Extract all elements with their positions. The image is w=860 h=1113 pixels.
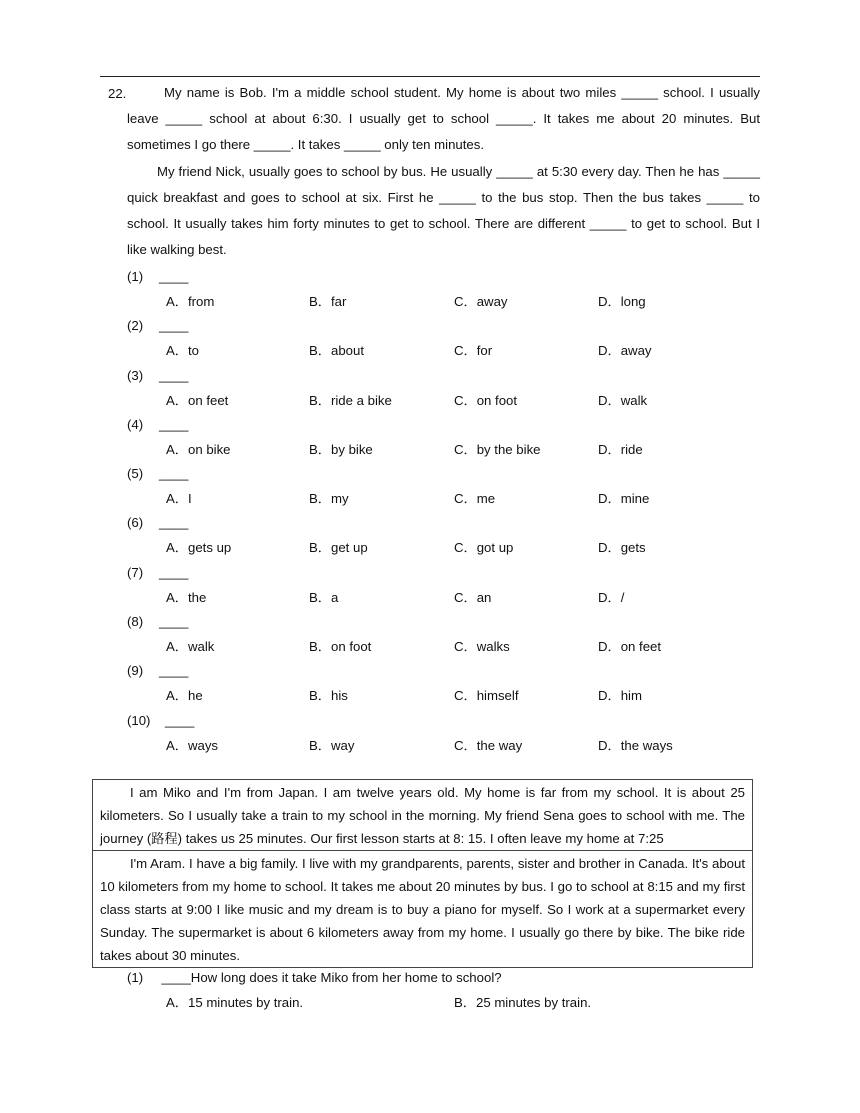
question-num: (7) xyxy=(127,564,144,580)
option-b[interactable]: B．on foot xyxy=(309,639,372,655)
option-b[interactable]: B．far xyxy=(309,294,347,309)
question-num: (3) xyxy=(127,367,144,383)
answer-blank[interactable]: ____ xyxy=(159,416,189,432)
option-c[interactable]: C．himself xyxy=(454,688,519,704)
question-item xyxy=(127,611,767,660)
question-item xyxy=(127,562,767,611)
option-b[interactable]: B．by bike xyxy=(309,441,373,457)
answer-blank[interactable]: ____ xyxy=(159,466,189,482)
option-a[interactable]: A．the xyxy=(166,589,207,605)
reading-option-a[interactable]: A．15 minutes by train. xyxy=(166,995,304,1010)
answer-blank[interactable]: ____ xyxy=(159,367,189,383)
reading-question-num: (1) xyxy=(127,970,144,985)
passage-paragraph-2: My friend Nick, usually goes to school by bus. He usually _____ at 5:30 every day. Then he has _____ quick breakfast and goes to school at six. First he _____ to the bus stop. Then the bus takes _____ to school. It usually takes him forty minutes to get to school. There are different _____ to get to school. But I like walking best. xyxy=(127,163,760,258)
option-d[interactable]: D．walk xyxy=(598,392,648,408)
passage-miko-cell xyxy=(93,780,753,851)
cloze-questions xyxy=(127,266,767,759)
question-item xyxy=(127,463,767,512)
option-c[interactable]: C．got up xyxy=(454,540,514,556)
option-a[interactable]: A．he xyxy=(166,688,203,704)
option-b[interactable]: B．get up xyxy=(309,540,368,556)
question-num: (2) xyxy=(127,318,144,334)
option-b[interactable]: B．ride a bike xyxy=(309,392,392,408)
option-d[interactable]: D．gets xyxy=(598,540,646,556)
option-c[interactable]: C．walks xyxy=(454,639,510,655)
option-c[interactable]: C．the way xyxy=(454,737,523,753)
option-d[interactable]: D．him xyxy=(598,688,642,704)
answer-blank[interactable]: ____ xyxy=(159,269,189,284)
answer-blank[interactable]: ____ xyxy=(159,663,189,679)
option-b[interactable]: B．way xyxy=(309,737,355,753)
answer-blank[interactable]: ____ xyxy=(165,712,195,728)
question-item xyxy=(127,414,767,463)
question-num: (9) xyxy=(127,663,144,679)
question-num: (4) xyxy=(127,416,144,432)
answer-blank[interactable]: ____ xyxy=(159,318,189,334)
passage-aram: I'm Aram. I have a big family. I live with my grandparents, parents, sister and brother in Canada. It's about 10 kilometers from my home to school. It takes me about 20 minutes by bus. I go to school at 8:15 and my first class starts at 9:00 I like music and my dream is to buy a piano for myself. So I work at a supermarket every Sunday. The supermarket is about 6 kilometers away from my home. I usually go there by bike. The bike ride takes about 30 minutes. xyxy=(100,856,745,963)
option-d[interactable]: D．/ xyxy=(598,589,625,605)
answer-blank[interactable]: ____ xyxy=(159,515,189,531)
question-num: (5) xyxy=(127,466,144,482)
passage-aram-cell xyxy=(93,851,753,968)
question-item xyxy=(127,266,767,315)
option-b[interactable]: B．a xyxy=(309,589,339,605)
option-d[interactable]: D．away xyxy=(598,343,652,359)
option-d[interactable]: D．mine xyxy=(598,491,650,507)
question-num: (1) xyxy=(127,269,144,284)
passage-paragraph-1: My name is Bob. I'm a middle school student. My home is about two miles _____ school. I usually leave _____ school at about 6:30. I usually get to school _____. It takes me about 20 minutes. But sometimes I go there _____. It takes _____ only ten minutes. xyxy=(127,85,760,153)
reading-passages-box xyxy=(92,779,753,968)
question-item xyxy=(127,660,767,709)
option-d[interactable]: D．on feet xyxy=(598,639,662,655)
reading-question-text: ____How long does it take Miko from her home to school? xyxy=(161,970,502,985)
answer-blank[interactable]: ____ xyxy=(159,614,189,630)
reading-question-stem xyxy=(127,967,502,989)
option-a[interactable]: A．I xyxy=(166,491,192,507)
reading-option-b[interactable]: B．25 minutes by train. xyxy=(454,995,592,1010)
passage-miko: I am Miko and I'm from Japan. I am twelve years old. My home is far from my school. It is about 25 kilometers. So I usually take a train to my school in the morning. My friend Sena goes to school with me. The journey (路程) takes us 25 minutes. Our first lesson starts at 8: 15. I often leave my home at 7:25 xyxy=(100,785,745,846)
option-a[interactable]: A．walk xyxy=(166,639,215,655)
question-item xyxy=(127,710,767,759)
option-a[interactable]: A．on bike xyxy=(166,441,231,457)
answer-blank[interactable]: ____ xyxy=(159,564,189,580)
option-c[interactable]: C．an xyxy=(454,589,492,605)
option-c[interactable]: C．away xyxy=(454,294,508,309)
option-a[interactable]: A．ways xyxy=(166,737,219,753)
question-num: (6) xyxy=(127,515,144,531)
question-item xyxy=(127,315,767,364)
option-d[interactable]: D．ride xyxy=(598,441,643,457)
option-b[interactable]: B．about xyxy=(309,343,364,359)
option-b[interactable]: B．his xyxy=(309,688,348,704)
option-a[interactable]: A．on feet xyxy=(166,392,229,408)
question-num: (8) xyxy=(127,614,144,630)
option-d[interactable]: D．long xyxy=(598,294,646,309)
option-d[interactable]: D．the ways xyxy=(598,737,673,753)
cloze-passage xyxy=(127,80,760,263)
question-item xyxy=(127,365,767,414)
question-item xyxy=(127,512,767,561)
question-number: 22. xyxy=(108,86,127,101)
question-num: (10) xyxy=(127,712,151,728)
option-a[interactable]: A．gets up xyxy=(166,540,232,556)
option-c[interactable]: C．for xyxy=(454,343,493,359)
option-c[interactable]: C．me xyxy=(454,491,496,507)
option-c[interactable]: C．by the bike xyxy=(454,441,541,457)
option-a[interactable]: A．to xyxy=(166,343,199,359)
option-a[interactable]: A．from xyxy=(166,294,215,309)
option-b[interactable]: B．my xyxy=(309,491,349,507)
option-c[interactable]: C．on foot xyxy=(454,392,518,408)
top-rule xyxy=(100,76,760,77)
